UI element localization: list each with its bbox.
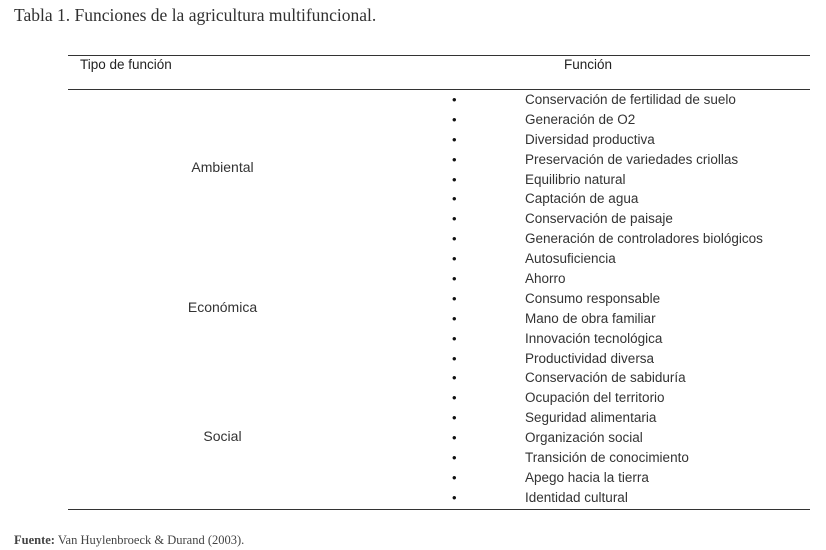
type-ambiental: Ambiental — [191, 159, 254, 175]
bullet-icon: • — [452, 171, 457, 187]
function-item-text: Ocupación del territorio — [525, 390, 665, 406]
bullet-icon: • — [452, 370, 457, 386]
function-item-text: Autosuficiencia — [525, 251, 616, 267]
bullet-icon: • — [452, 231, 457, 247]
type-social: Social — [203, 428, 242, 444]
source-label: Fuente: — [14, 533, 55, 547]
function-item-text: Apego hacia la tierra — [525, 469, 649, 485]
function-item-text: Mano de obra familiar — [525, 310, 656, 326]
bullet-icon: • — [452, 211, 457, 227]
bullet-icon: • — [452, 330, 457, 346]
function-item-text: Innovación tecnológica — [525, 330, 663, 346]
function-item-text: Ahorro — [525, 271, 566, 287]
function-item-text: Conservación de fertilidad de suelo — [525, 92, 736, 107]
table-caption: Tabla 1. Funciones de la agricultura multifuncional. — [14, 5, 377, 25]
function-item-text: Organización social — [525, 430, 643, 446]
function-item-text: Generación de controladores biológicos — [525, 231, 763, 247]
bullet-icon: • — [452, 410, 457, 426]
function-item-text: Identidad cultural — [525, 489, 628, 505]
source-text: Van Huylenbroeck & Durand (2003). — [57, 533, 245, 547]
bullet-icon: • — [452, 489, 457, 505]
bullet-icon: • — [452, 251, 457, 267]
function-item-text: Transición de conocimiento — [525, 450, 689, 466]
bullet-icon: • — [452, 92, 457, 107]
function-item-text: Captación de agua — [525, 191, 639, 207]
bullet-icon: • — [452, 430, 457, 446]
function-item-text: Preservación de variedades criollas — [525, 151, 739, 167]
function-item-text: Generación de O2 — [525, 111, 636, 127]
source-note — [14, 533, 244, 548]
function-item-text: Diversidad productiva — [525, 131, 655, 147]
table-bottom-rule — [68, 509, 810, 510]
table-top-rule — [68, 55, 810, 56]
header-tipo-de-funcion: Tipo de función — [80, 57, 172, 72]
bullet-icon: • — [452, 191, 457, 207]
bullet-icon: • — [452, 310, 457, 326]
function-item-text: Equilibrio natural — [525, 171, 626, 187]
bullet-icon: • — [452, 350, 457, 366]
type-economica: Económica — [187, 299, 258, 315]
bullet-icon: • — [452, 469, 457, 485]
bullet-icon: • — [452, 450, 457, 466]
bullet-icon: • — [452, 290, 457, 306]
bullet-icon: • — [452, 131, 457, 147]
bullet-icon: • — [452, 271, 457, 287]
bullet-icon: • — [452, 151, 457, 167]
function-item-text: Conservación de sabiduría — [525, 370, 686, 386]
function-item-text: Productividad diversa — [525, 350, 655, 366]
bullet-icon: • — [452, 111, 457, 127]
function-item-text: Conservación de paisaje — [525, 211, 673, 227]
function-item-text: Consumo responsable — [525, 290, 661, 306]
header-funcion: Función — [564, 57, 613, 72]
bullet-icon: • — [452, 390, 457, 406]
function-item-text: Seguridad alimentaria — [525, 410, 657, 426]
